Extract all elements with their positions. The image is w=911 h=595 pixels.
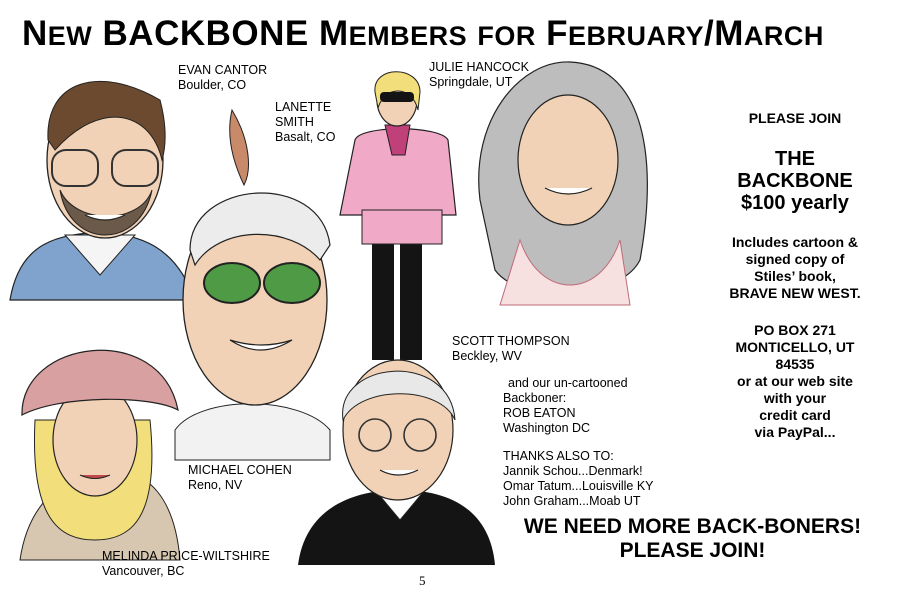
thanks-line: Jannik Schou...Denmark! <box>503 464 643 478</box>
member-location: Basalt, CO <box>275 130 336 144</box>
thanks-line: Omar Tatum...Louisville KY <box>503 479 654 493</box>
membership-price: $100 yearly <box>741 192 849 214</box>
member-name: JULIE HANCOCK <box>429 60 530 74</box>
member-name: EVAN CANTOR <box>178 63 268 77</box>
member-melinda-price-wiltshire <box>102 549 270 579</box>
portrait-evan-cantor <box>10 81 195 300</box>
page-number: 5 <box>419 573 426 588</box>
member-scott-thompson <box>452 334 570 364</box>
member-name: MELINDA PRICE-WILTSHIRE <box>102 549 270 563</box>
member-name: LANETTE <box>275 100 332 114</box>
member-location: Beckley, WV <box>452 349 522 363</box>
sidebar-please-join: PLEASE JOIN <box>748 110 842 126</box>
member-name: SMITH <box>275 115 314 129</box>
member-name: SCOTT THOMPSON <box>452 334 570 348</box>
portrait-julie-hancock <box>340 72 456 360</box>
member-michael-cohen <box>188 463 292 493</box>
member-location: Boulder, CO <box>178 78 247 92</box>
portrait-michael-cohen <box>175 193 330 460</box>
member-location: Springdale, UT <box>429 75 513 89</box>
thanks-list: THANKS ALSO TO: Jannik Schou...Denmark! Omar Tatum...Louisville KY John Graham...Moab UT <box>503 449 654 508</box>
member-lanette-smith <box>275 100 335 145</box>
thanks-line: John Graham...Moab UT <box>503 494 641 508</box>
member-location: Vancouver, BC <box>102 564 185 578</box>
sidebar-address: PO BOX 271 MONTICELLO, UT 84535 or at our web site with your credit card via PayPal... <box>735 322 855 440</box>
uncartooned-note: and our un-cartooned Backboner: ROB EATON Washington DC <box>503 376 628 435</box>
sidebar-includes: Includes cartoon & signed copy of Stiles’ book, BRAVE NEW WEST. <box>729 234 861 301</box>
feather-decoration <box>230 110 249 185</box>
call-to-action: WE NEED MORE BACK-BONERS! PLEASE JOIN! <box>523 515 862 562</box>
member-julie-hancock <box>429 60 529 90</box>
portrait-scott-thompson <box>298 360 495 565</box>
member-location: Reno, NV <box>188 478 243 492</box>
member-name: MICHAEL COHEN <box>188 463 292 477</box>
member-evan-cantor <box>178 63 267 93</box>
sidebar-membership: THE BACKBONE $100 yearly <box>700 148 890 214</box>
portrait-melinda-price-wiltshire <box>20 350 180 560</box>
page-title: NEW BACKBONE MEMBERS FOR FEBRUARY/MARCH <box>22 14 824 53</box>
portrait-woman-gray-hair <box>479 62 648 305</box>
